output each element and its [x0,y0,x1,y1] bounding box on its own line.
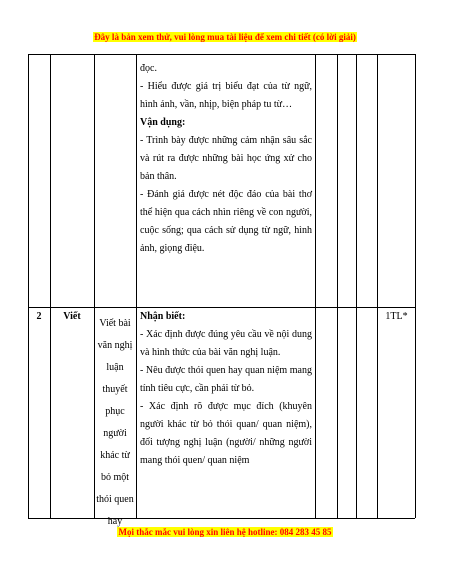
table-column-divider [377,54,378,518]
objective-line: - Xác định rõ được mục đích (khuyên người khác từ bỏ thói quan/ quan niệm), đối tượng nghị luận (người/ những người mang thói quen/ quan niệm [140,401,312,466]
skill-name: Viết [63,311,81,322]
table-border-top [28,54,415,55]
table-column-divider [50,54,51,518]
question-code: 1TL* [385,311,408,322]
level-heading: Vận dụng: [140,117,186,128]
objective-line: - Hiểu được giá trị biểu đạt của từ ngữ, hình ảnh, vần, nhịp, biện pháp tu từ… [140,81,312,110]
objective-line: - Trình bày được những cảm nhận sâu sắc và rút ra được những bài học ứng xử cho bản thân. [140,135,312,182]
table-border-right [415,54,416,518]
objective-line: - Nêu được thói quen hay quan niệm mang tính tiêu cực, cần phải từ bỏ. [140,365,312,394]
table-column-divider [356,54,357,518]
topic-text: Viết bài văn nghị luận thuyết phục người khác từ bỏ một thói quen hay [96,318,134,527]
preview-notice-text: Đây là bản xem thử, vui lòng mua tài liệu để xem chi tiết (có lời giải) [94,32,356,42]
objective-line: đọc. [140,63,157,74]
table-border-left [28,54,29,518]
objective-line: - Xác định được đúng yêu cầu về nội dung và hình thức của bài văn nghị luận. [140,329,312,358]
level-heading: Nhận biết: [140,311,186,322]
hotline-notice-text: Mọi thắc mắc vui lòng xin liên hệ hotline: 084 283 45 85 [118,527,332,537]
table-row-content [140,60,312,258]
table-column-divider [337,54,338,518]
objective-line: - Đánh giá được nét độc đáo của bài thơ thể hiện qua cách nhìn riêng về con người, cuộc sống; qua cách sử dụng từ ngữ, hình ảnh, giọng điệu. [140,189,312,254]
table-column-divider [94,54,95,518]
hotline-notice-banner [0,522,450,540]
table-row-content [140,308,312,470]
table-column-divider [136,54,137,518]
table-column-divider [315,54,316,518]
table-border-bottom [28,518,415,519]
row-number: 2 [36,311,42,322]
preview-notice-banner [0,27,450,45]
